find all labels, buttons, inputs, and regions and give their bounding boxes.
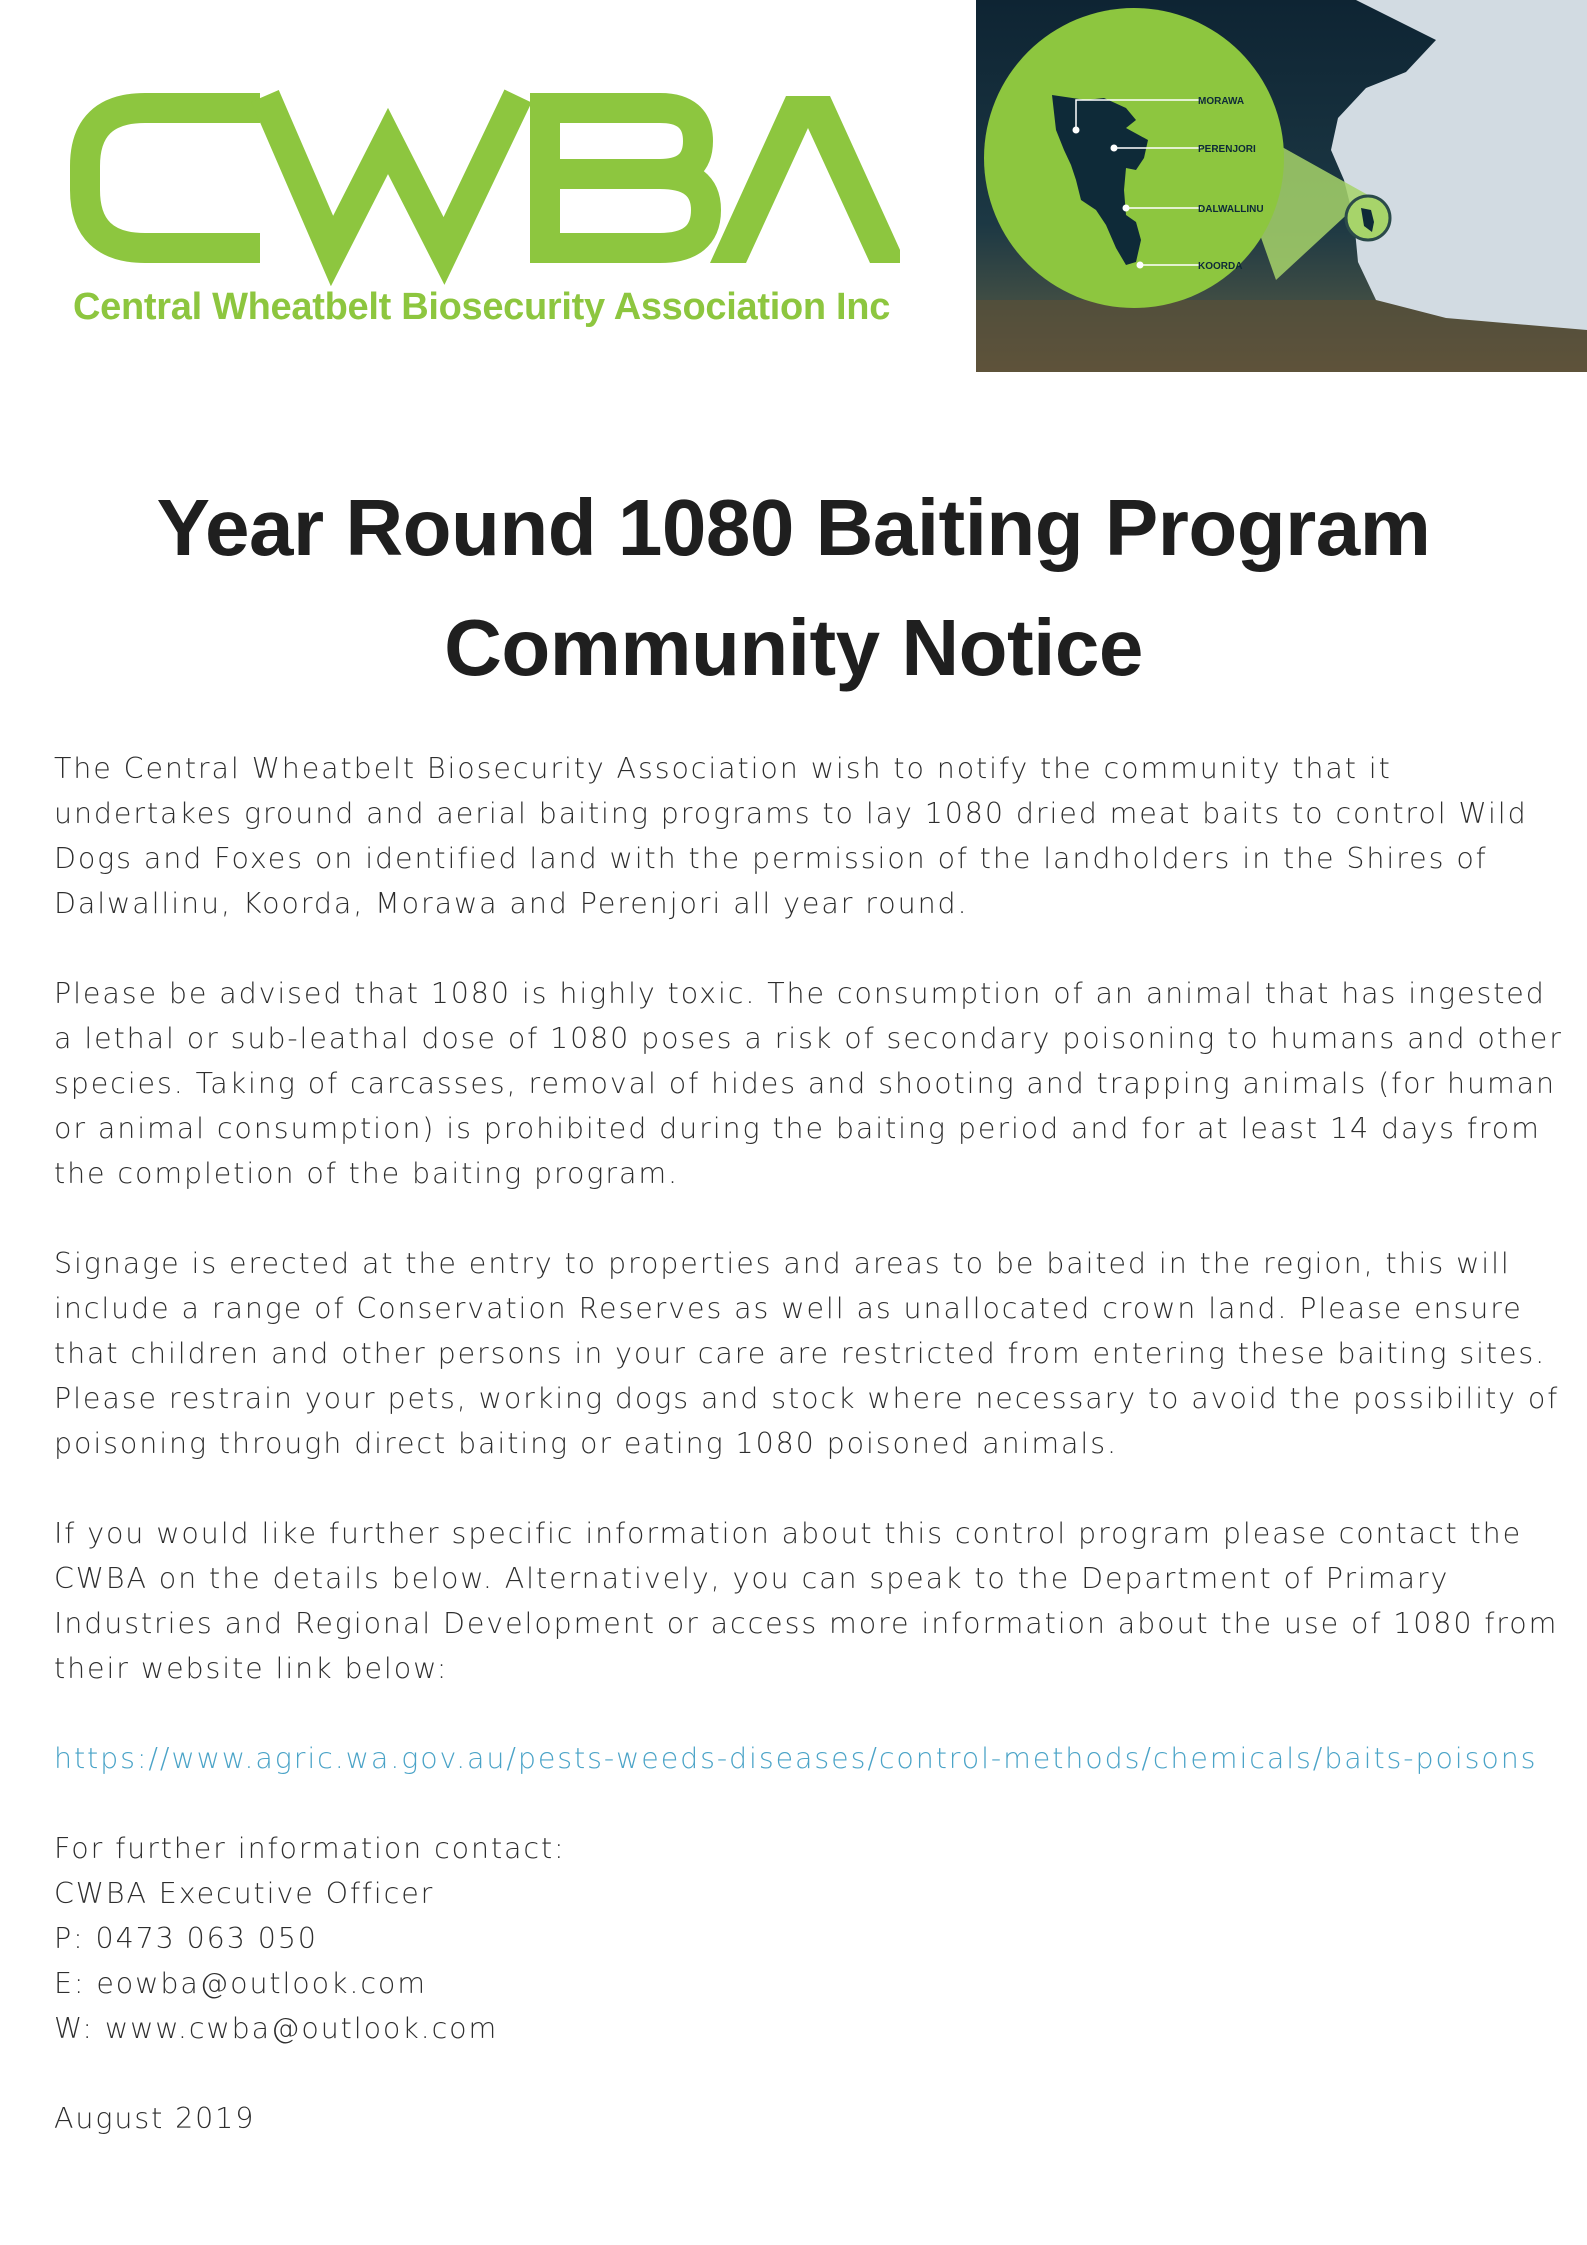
cwba-logo bbox=[70, 86, 900, 346]
map-label-dalwallinu: DALWALLINU bbox=[1198, 204, 1264, 215]
map-label-perenjori: PERENJORI bbox=[1198, 144, 1256, 155]
map-label-morawa: MORAWA bbox=[1198, 96, 1245, 107]
cwba-wordmark-graphic bbox=[70, 86, 900, 286]
contact-email[interactable]: E: eowba@outlook.com bbox=[54, 1967, 427, 2000]
page-title bbox=[0, 468, 1587, 708]
title-line-1: Year Round 1080 Baiting Program bbox=[156, 483, 1431, 572]
contact-block bbox=[54, 1826, 1564, 2051]
notice-date: August 2019 bbox=[54, 2102, 256, 2135]
map-label-koorda: KOORDA bbox=[1198, 261, 1243, 272]
notice-body bbox=[54, 746, 1564, 2141]
title-line-2: Community Notice bbox=[444, 603, 1143, 692]
dpird-website-link[interactable]: https://www.agric.wa.gov.au/pests-weeds-diseases/control-methods/chemicals/baits-poisons bbox=[54, 1742, 1538, 1775]
contact-role: CWBA Executive Officer bbox=[54, 1877, 435, 1910]
contact-web[interactable]: W: www.cwba@outlook.com bbox=[54, 2012, 499, 2045]
header bbox=[0, 0, 1587, 372]
logo-tagline: Central Wheatbelt Biosecurity Association Inc bbox=[73, 286, 891, 328]
shires-map-image bbox=[976, 0, 1587, 372]
paragraph-signage: Signage is erected at the entry to properties and areas to be baited in the region, this will include a range of Conservation Reserves as well as unallocated crown land. Please ensure that children and other persons in your care are restricted from entering these baiting sites. Please restrain your pets, working dogs and stock where necessary to avoid the possibility of poisoning through direct baiting or eating 1080 poisoned animals. bbox=[54, 1247, 1560, 1460]
paragraph-toxicity: Please be advised that 1080 is highly toxic. The consumption of an animal that has ingested a lethal or sub-leathal dose of 1080 poses a risk of secondary poisoning to humans and other species. Taking of carcasses, removal of hides and shooting and trapping animals (for human or animal consumption) is prohibited during the baiting period and for at least 14 days from the completion of the baiting program. bbox=[54, 977, 1563, 1190]
paragraph-further-info: If you would like further specific information about this control program please contact the CWBA on the details below. Alternatively, you can speak to the Department of Primary Industries and Regional Development or access more information about the use of 1080 from their website link below: bbox=[54, 1517, 1559, 1685]
paragraph-intro: The Central Wheatbelt Biosecurity Association wish to notify the community that it undertakes ground and aerial baiting programs to lay 1080 dried meat baits to control Wild Dogs and Foxes on identified land with the permission of the landholders in the Shires of Dalwallinu, Koorda, Morawa and Perenjori all year round. bbox=[54, 752, 1528, 920]
contact-heading: For further information contact: bbox=[54, 1832, 566, 1865]
contact-phone: P: 0473 063 050 bbox=[54, 1922, 318, 1955]
